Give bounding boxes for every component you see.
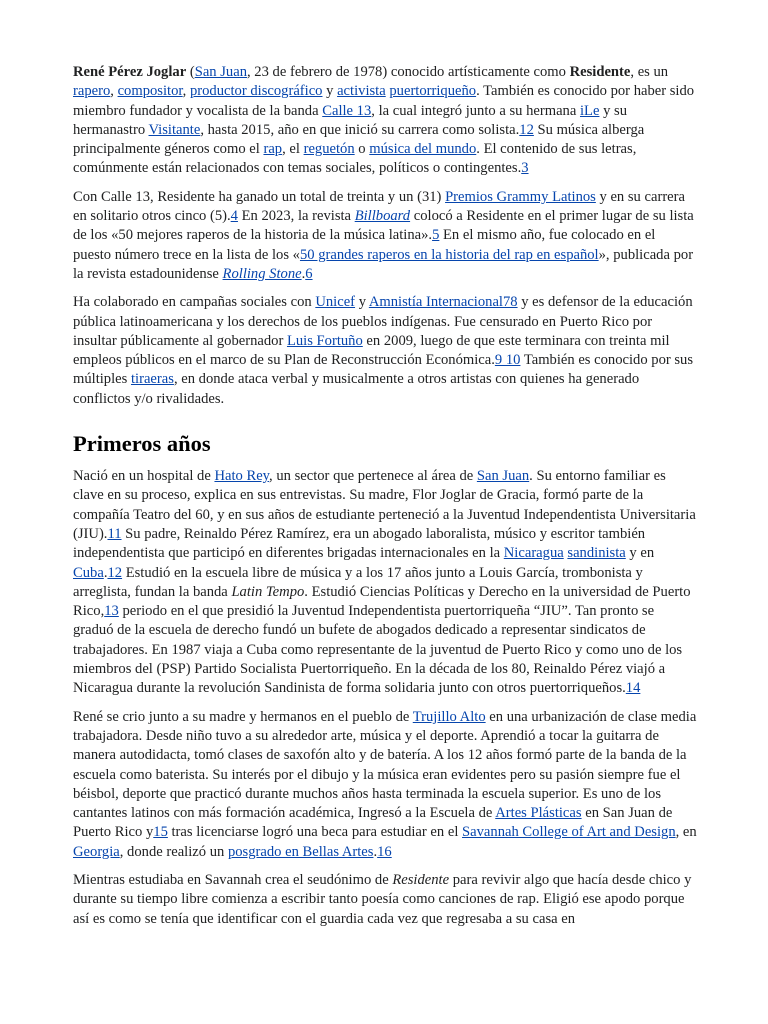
article-link[interactable]: 15 xyxy=(153,824,168,841)
article-link[interactable]: 13 xyxy=(104,603,119,620)
article-link[interactable]: San Juan xyxy=(476,468,530,485)
text-run: Estudió en la escuela libre de música y a los 17 años junto a Louis García, trombonista y arreglista, fundan la banda xyxy=(73,564,643,600)
article-link[interactable]: 4 xyxy=(230,208,238,225)
text-run: En 2023, la revista xyxy=(237,208,355,225)
text-run: periodo en el que presidió la Juventud Independentista puertorriqueña “JIU”. Tan pronto se graduó de la escuela de derecho fundó un bufete de abogados dedicado a representar sindicatos de trabajadores. En 1987 viaja a Cuba como representante de la juventud de Puerto Rico y como uno de los miembros del (PSP) Partido Socialista Puertorriqueño. En la década de los 80, Reinaldo Pérez viajó a Nicaragua durante la revolución Sandinista de forma solidaria junto con otros puertorriqueños. xyxy=(73,603,683,697)
article-link[interactable]: activista xyxy=(337,83,386,100)
article-link[interactable]: Unicef xyxy=(315,294,356,311)
text-run: , 23 de febrero de 1978) conocido artísticamente como xyxy=(247,64,570,80)
text-run: , la cual integró junto a su hermana xyxy=(371,102,580,119)
article-link[interactable]: música del mundo xyxy=(369,141,477,158)
text-run: en San Juan de Puerto Rico y xyxy=(73,805,673,841)
article-link[interactable]: rap xyxy=(263,141,283,158)
paragraph-savannah xyxy=(73,871,697,929)
text-run: o xyxy=(354,141,370,158)
paragraph-awards xyxy=(73,188,697,284)
article-link[interactable]: Premios Grammy Latinos xyxy=(445,188,596,205)
text-run: Nació en un hospital de xyxy=(73,468,215,485)
section-heading-primeros-anos: Primeros años xyxy=(73,431,211,457)
text-run: , hasta 2015, año en que inició su carrera como solista. xyxy=(200,121,520,138)
text-run: colocó a Residente en el primer lugar de su lista de los «50 mejores raperos de la historia de la música latina». xyxy=(73,208,694,244)
italic-text: Residente xyxy=(392,871,450,888)
text-run: y xyxy=(355,294,369,311)
article-link[interactable]: Rolling Stone xyxy=(222,265,302,282)
paragraph-activism xyxy=(73,293,697,409)
paragraph-family xyxy=(73,467,697,699)
text-run: . El contenido de sus letras, comúnmente están relacionados con temas sociales, políticos o contingentes. xyxy=(73,141,637,177)
text-run: Su música alberga principalmente géneros como el xyxy=(73,121,645,158)
article-link[interactable]: Luis Fortuño xyxy=(286,332,363,349)
text-run: . Estudió Ciencias Políticas y Derecho en la universidad de Puerto Rico, xyxy=(73,583,691,620)
article-link[interactable]: tiraeras xyxy=(130,371,174,388)
text-run: , donde realizó un xyxy=(119,843,228,860)
text-run: Su padre, Reinaldo Pérez Ramírez, era un abogado laboralista, músico y escritor también independentista que participó en diferentes brigadas internacionales en la xyxy=(73,525,646,562)
text-run: René se crio junto a su madre y hermanos en el pueblo de xyxy=(73,708,413,725)
text-run: . xyxy=(103,564,108,581)
text-run: y su hermanastro xyxy=(73,102,628,138)
text-run: y en su carrera en solitario otros cinco (5). xyxy=(73,188,685,225)
text-run: ( xyxy=(186,64,195,80)
article-link[interactable]: Georgia xyxy=(73,843,120,860)
article-link[interactable]: 3 xyxy=(521,160,529,177)
article-link[interactable]: San Juan xyxy=(194,64,247,80)
article-body xyxy=(73,63,697,938)
article-link[interactable]: 6 xyxy=(305,265,313,282)
bold-text: René Pérez Joglar xyxy=(73,64,187,80)
text-run: , el xyxy=(282,141,304,158)
article-link[interactable]: 14 xyxy=(625,680,641,697)
article-link[interactable]: 16 xyxy=(377,843,392,860)
article-link[interactable]: Amnistía Internacional78 xyxy=(368,294,518,311)
text-run: tras licenciarse logró una beca para estudiar en el xyxy=(167,824,463,841)
text-run: , es un xyxy=(630,64,669,80)
article-link[interactable]: Cuba xyxy=(73,564,104,581)
text-run: », publicada por la revista estadounidense xyxy=(73,246,694,282)
article-link[interactable]: Calle 13 xyxy=(322,102,372,119)
article-link[interactable]: Nicaragua xyxy=(503,545,564,562)
article-link[interactable]: posgrado en Bellas Artes xyxy=(227,843,374,860)
italic-text: Latin Tempo xyxy=(231,583,305,600)
article-link[interactable]: Savannah College of Art and Design xyxy=(462,824,676,841)
article-link[interactable]: 9 10 xyxy=(494,352,521,369)
article-link[interactable]: Billboard xyxy=(354,208,411,225)
article-link[interactable]: puertorriqueño xyxy=(389,83,477,100)
article-link[interactable]: sandinista xyxy=(567,545,626,562)
text-run: , xyxy=(110,83,118,100)
text-run: , xyxy=(182,83,190,100)
text-run: , en xyxy=(675,824,697,841)
text-run: . También es conocido por haber sido miembro fundador y vocalista de la banda xyxy=(73,83,695,119)
text-run: . xyxy=(373,843,378,860)
text-run: y xyxy=(322,83,338,100)
bold-text: Residente xyxy=(569,64,631,80)
article-link[interactable]: Visitante xyxy=(148,121,201,138)
text-run: para revivir algo que hacía desde chico y durante su tiempo libre comienza a escribir tanto poesía como canciones de rap. Eligió ese apodo porque así es como se tenía que identificar con el guardia cada vez que regresaba a su casa en xyxy=(73,871,692,927)
article-link[interactable]: rapero xyxy=(73,83,111,100)
text-run: , en donde ataca verbal y musicalmente a otros artistas con quienes ha generado conflictos y/o rivalidades. xyxy=(73,371,640,407)
article-link[interactable]: Hato Rey xyxy=(214,468,270,485)
paragraph-childhood xyxy=(73,708,697,862)
article-link[interactable]: reguetón xyxy=(303,141,355,158)
paragraph-intro xyxy=(73,63,697,179)
text-run: También es conocido por sus múltiples xyxy=(73,352,694,388)
text-run: . xyxy=(301,265,306,282)
article-link[interactable]: 12 xyxy=(107,564,123,581)
text-run: , un sector que pertenece al área de xyxy=(269,468,477,485)
article-link[interactable]: productor discográfico xyxy=(189,83,323,100)
article-link[interactable]: compositor xyxy=(117,83,183,100)
text-run: y es defensor de la educación pública latinoamericana y los derechos de los pueblos indígenas. Fue censurado en Puerto Rico por insultar públicamente al gobernador xyxy=(73,294,693,349)
article-link[interactable]: 5 xyxy=(432,227,440,244)
text-run: Mientras estudiaba en Savannah crea el seudónimo de xyxy=(73,871,393,888)
article-link[interactable]: 50 grandes raperos en la historia del rap en español xyxy=(299,246,599,263)
text-run: Con Calle 13, Residente ha ganado un total de treinta y un (31) xyxy=(73,188,446,205)
text-run: . Su entorno familiar es clave en su proceso, explica en sus entrevistas. Su madre, Flor Joglar de Gracia, formó parte de la compañía Teatro del 60, y en sus años de estudiante perteneció a la Juventud Independentista Universitaria (JIU). xyxy=(73,468,696,542)
text-run: en 2009, luego de que este terminara con treinta mil empleos públicos en el marco de su Plan de Reconstrucción Económica. xyxy=(73,332,670,369)
text-run: en una urbanización de clase media trabajadora. Desde niño tuvo a su alrededor arte, música y el deporte. Aprendió a tocar la guitarra de manera autodidacta, tomó clases de saxofón alto y de batería. A los 12 años formó parte de la banda de la escuela como baterista. Su interés por el dibujo y la música eran evidentes pero su pasión siempre fue el béisbol, deporte que practicó durante muchos años hasta terminada la escuela superior. Es uno de los cantantes latinos con más formación académica, Ingresó a la Escuela de xyxy=(73,708,697,822)
text-run: En el mismo año, fue colocado en el puesto número trece en la lista de los « xyxy=(73,227,656,263)
text-run: y en xyxy=(625,545,655,562)
text-run: Ha colaborado en campañas sociales con xyxy=(73,294,316,311)
article-link[interactable]: 12 xyxy=(519,121,534,138)
article-link[interactable]: 11 xyxy=(107,525,122,542)
article-link[interactable]: Artes Plásticas xyxy=(495,805,582,822)
article-link[interactable]: iLe xyxy=(579,102,600,119)
article-link[interactable]: Trujillo Alto xyxy=(412,708,486,725)
